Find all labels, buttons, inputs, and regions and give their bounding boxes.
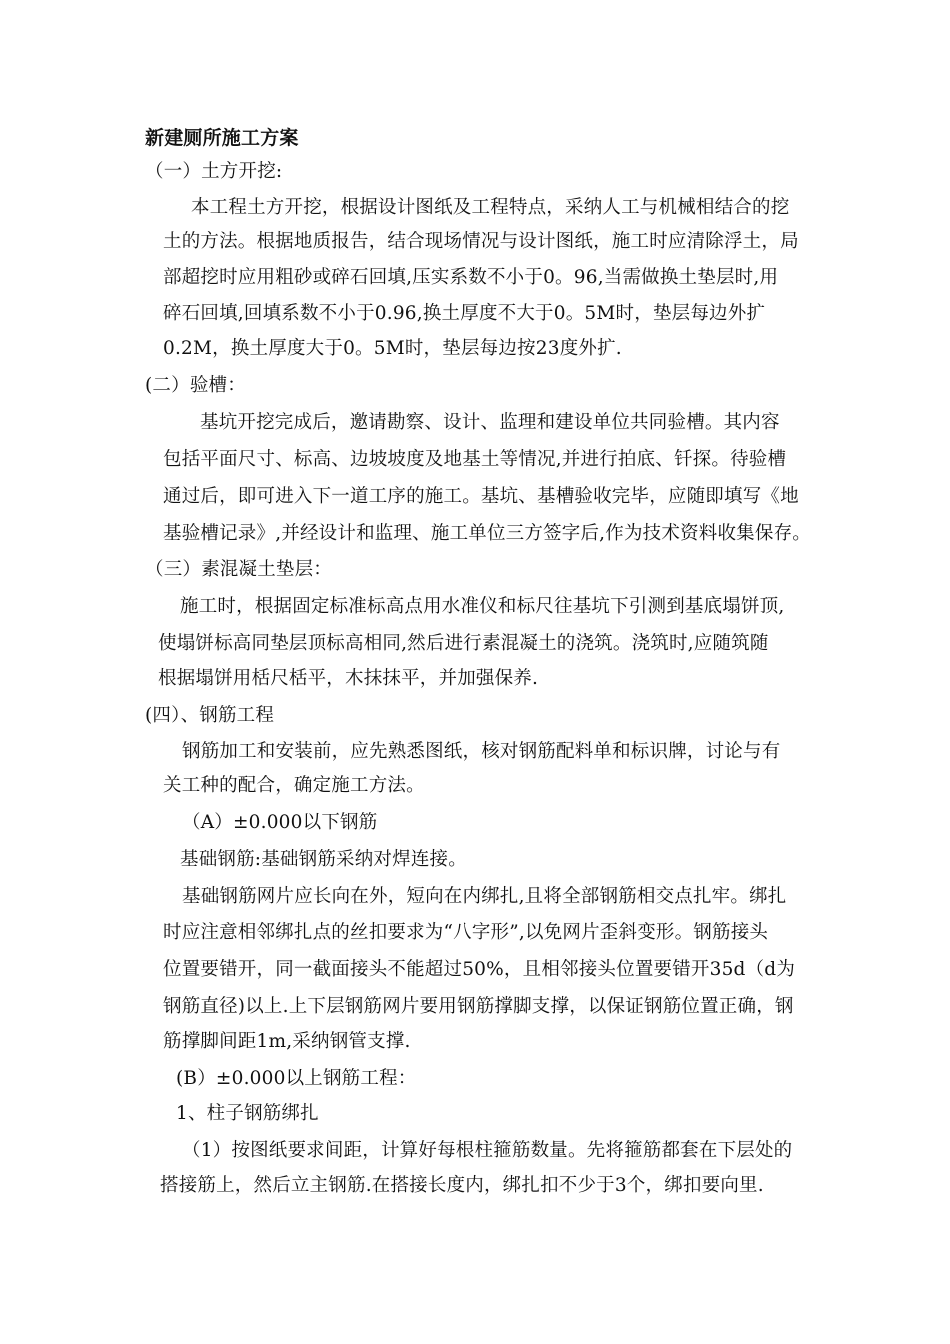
section-heading: (二）验槽： [145, 375, 246, 396]
subsection-heading: 1、柱子钢筋绑扎 [176, 1103, 319, 1124]
paragraph-line: 关工种的配合，确定施工方法。 [163, 775, 425, 796]
paragraph-line: 钢筋加工和安装前，应先熟悉图纸，核对钢筋配料单和标识牌，讨论与有 [182, 741, 781, 762]
paragraph-line: 使塌饼标高同垫层顶标高相同,然后进行素混凝土的浇筑。浇筑时,应随筑随 [158, 633, 769, 654]
paragraph-line: 位置要错开，同一截面接头不能超过50%，且相邻接头位置要错开35d（d为 [163, 959, 796, 980]
paragraph-line: 钢筋直径)以上.上下层钢筋网片要用钢筋撑脚支撑，以保证钢筋位置正确，钢 [163, 996, 794, 1017]
subsection-heading: (B）±0.000以上钢筋工程： [176, 1068, 417, 1089]
paragraph-line: 施工时，根据固定标准标高点用水准仪和标尺往基坑下引测到基底塌饼顶, [180, 596, 785, 617]
paragraph-line: （1）按图纸要求间距，计算好每根柱箍筋数量。先将箍筋都套在下层处的 [182, 1140, 793, 1161]
paragraph-line: 本工程土方开挖，根据设计图纸及工程特点，采纳人工与机械相结合的挖 [191, 197, 790, 218]
section-heading: (四）、钢筋工程 [145, 705, 275, 726]
section-heading: （三）素混凝土垫层： [145, 559, 333, 580]
paragraph-line: 搭接筋上，然后立主钢筋.在搭接长度内，绑扎扣不少于3个，绑扣要向里. [160, 1175, 764, 1196]
section-heading: （一）土方开挖: [145, 161, 283, 182]
document-title: 新建厕所施工方案 [145, 127, 299, 149]
paragraph-line: 时应注意相邻绑扎点的丝扣要求为“八字形”,以免网片歪斜变形。钢筋接头 [163, 922, 769, 943]
paragraph-line: 根据塌饼用栝尺栝平，木抹抹平，并加强保养. [158, 668, 539, 689]
paragraph-line: 基坑开挖完成后，邀请勘察、设计、监理和建设单位共同验槽。其内容 [200, 412, 780, 433]
paragraph-line: 部超挖时应用粗砂或碎石回填,压实系数不小于0。96,当需做换土垫层时,用 [163, 267, 779, 288]
paragraph-line: 基础钢筋网片应长向在外，短向在内绑扎,且将全部钢筋相交点扎牢。绑扎 [182, 886, 787, 907]
paragraph-line: 土的方法。根据地质报告，结合现场情况与设计图纸，施工时应清除浮土，局 [163, 231, 799, 252]
paragraph-line: 0.2M，换土厚度大于0。5M时，垫层每边按23度外扩. [163, 338, 622, 359]
paragraph-line: 碎石回填,回填系数不小于0.96,换土厚度不大于0。5M时，垫层每边外扩 [163, 303, 766, 324]
paragraph-line: 包括平面尺寸、标高、边坡坡度及地基土等情况,并进行拍底、钎探。待验槽 [163, 449, 787, 470]
paragraph-line: 筋撑脚间距1m,采纳钢管支撑. [163, 1031, 411, 1052]
paragraph-line: 基础钢筋:基础钢筋采纳对焊连接。 [180, 849, 467, 870]
paragraph-line: 通过后，即可进入下一道工序的施工。基坑、基槽验收完毕，应随即填写《地 [163, 486, 799, 507]
subsection-heading: （A）±0.000以下钢筋 [182, 812, 378, 833]
paragraph-line: 基验槽记录》,并经设计和监理、施工单位三方签字后,作为技术资料收集保存。 [163, 523, 811, 544]
